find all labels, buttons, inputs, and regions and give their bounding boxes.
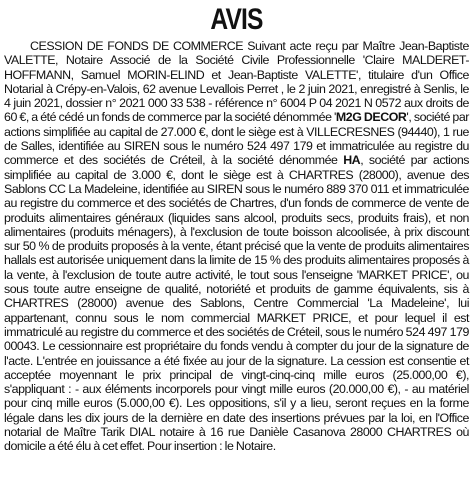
company-name-seller: M2G DECOR [335, 110, 407, 125]
company-name-buyer: HA [343, 153, 361, 168]
notice-title: AVIS [210, 3, 263, 36]
notice-text-segment: CESSION DE FONDS DE COMMERCE Suivant acte reçu par Maître Jean-Baptiste VALETTE, Notaire Associé de la Société Civile Professionnelle 'Claire MALDERET-HOFFMANN, Samuel MORIN-ELIND et Jean-Baptiste VALETTE', titulaire d'un Office Notarial à Crépy-en-Valois, 62 avenue Levallois Perret , le 2 juin 2021, enregistré à Senlis, le 4 juin 2021, dossier n° 2021 000 33 538 - référence n° 6004 P 04 2021 N 0572 aux droits de 60 €, a été cédé un fonds de commerce par la société dénommée ' [4, 39, 469, 125]
notice-text-segment: , société par actions simplifiée au capital de 3.000 €, dont le siège est à CHARTRES (28000), avenue des Sablons CC La Madeleine, identifiée au SIREN sous le numéro 889 370 011 et immatriculée au registre du commerce et des sociétés de Chartres, d'un fonds de commerce de vente de produits alimentaires généraux (liquides sans alcool, produits secs, produits frais), et non alimentaires (produits ménagers), à l'exclusion de toute boisson alcoolisée, à prix discount sur 50 % de produits proposés à la vente, étant précisé que la vente de produits alimentaires hallals est autorisée uniquement dans la limite de 15 % des produits alimentaires proposés à la vente, à l'exclusion de toute autre activité, le tout sous l'enseigne 'MARKET PRICE', ou sous toute autre enseigne de qualité, notoriété et produits de gamme équivalents, sis à CHARTRES (28000) avenue des Sablons, Centre Commercial 'La Madeleine', lui appartenant, connu sous le nom commercial MARKET PRICE, et pour lequel il est immatriculé au registre du commerce et des sociétés de Créteil, sous le numéro 524 497 179 00043. Le cessionnaire est propriétaire du fonds vendu à compter du jour de la signature de l'acte. L'entrée en jouissance a été fixée au jour de la signature. La cession est consentie et acceptée moyennant le prix principal de vingt-cinq-cinq mille euros (25.000,00 €), s'appliquant : - aux éléments incorporels pour vingt mille euros (20.000,00 €), - au matériel pour cinq mille euros (5.000,00 €). Les oppositions, s'il y a lieu, seront reçues en la forme légale dans les dix jours de la dernière en date des insertions prévues par la loi, en l'Office notarial de Maître Tarik DIAL notaire à 16 rue Danièle Casanova 28000 CHARTRES où domicile a été élu à cet effet. Pour insertion : le Notaire. [4, 153, 470, 454]
notice-text-segment: ', société par actions simplifiée au capital de 27.000 €, dont le siège est à VILLECRESNES (94440), 1 rue de Salles, identifiée au SIREN sous le numéro 524 497 179 et immatriculée au registre du commerce et des sociétés de Créteil, à la société dénommée [4, 110, 469, 168]
notice-body [4, 39, 469, 454]
